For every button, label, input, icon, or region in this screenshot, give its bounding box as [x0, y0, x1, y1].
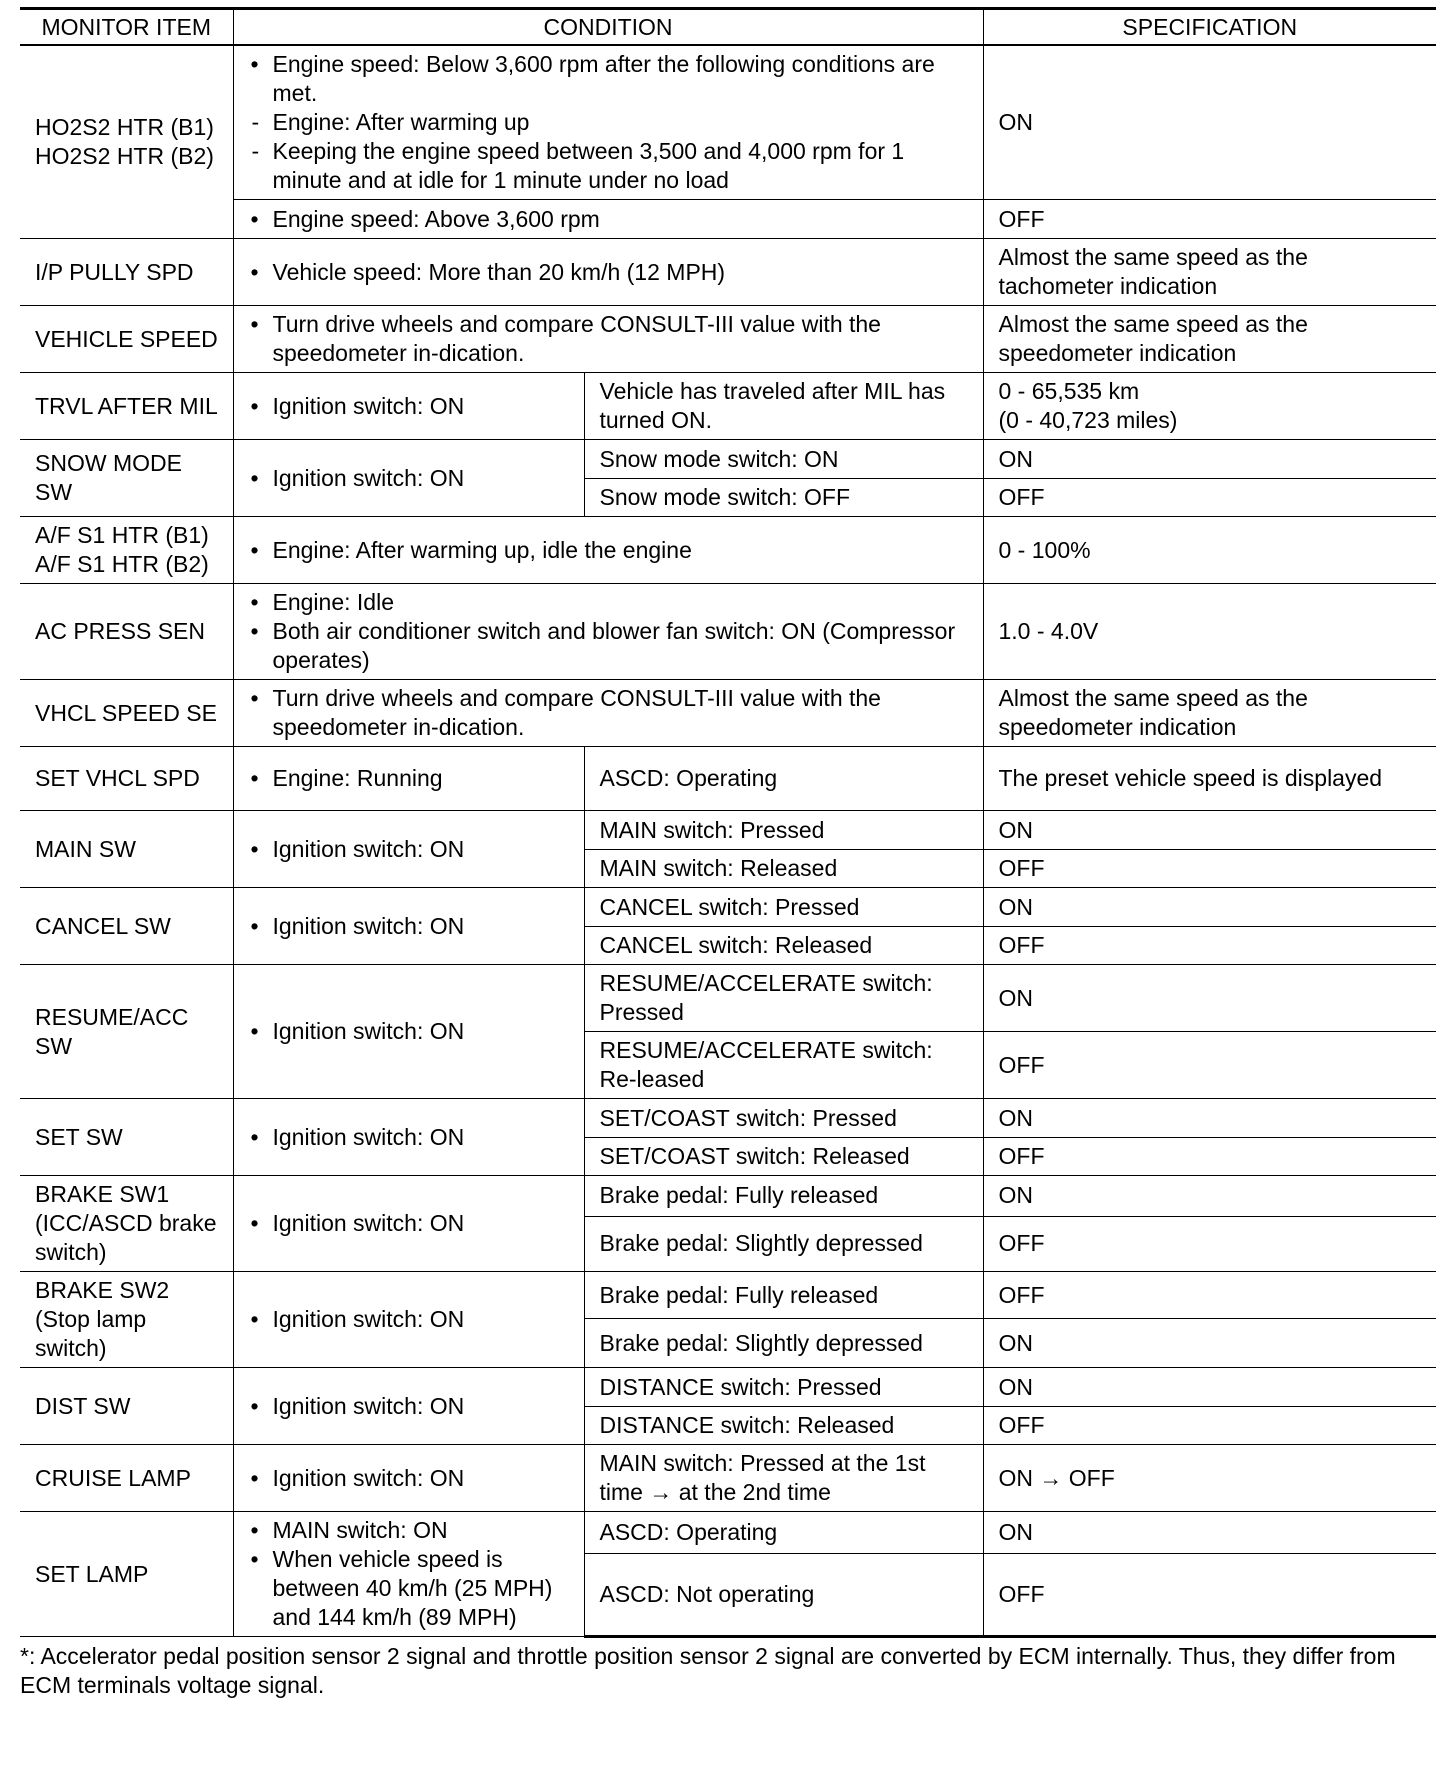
- spec-cell: Almost the same speed as the speedometer indication: [983, 306, 1436, 373]
- spec-cell: ON: [983, 1368, 1436, 1407]
- spec-cell: OFF: [983, 200, 1436, 239]
- sub-condition-cell: DISTANCE switch: Released: [584, 1407, 983, 1445]
- condition-cell: [233, 747, 584, 811]
- table-row: [20, 440, 1436, 479]
- condition-bullet: • Engine: After warming up, idle the engine: [249, 536, 973, 565]
- sub-condition-cell: MAIN switch: Released: [584, 850, 983, 888]
- condition-cell: [233, 888, 584, 965]
- table-row: [20, 200, 1436, 239]
- spec-cell: ON: [983, 811, 1436, 850]
- sub-condition-cell: CANCEL switch: Pressed: [584, 888, 983, 927]
- condition-cell: [233, 239, 983, 306]
- table-row: [20, 747, 1436, 811]
- spec-cell: OFF: [983, 1407, 1436, 1445]
- sub-condition-cell: Vehicle has traveled after MIL has turned ON.: [584, 373, 983, 440]
- sub-condition-cell: ASCD: Not operating: [584, 1553, 983, 1636]
- condition-cell: [233, 1512, 584, 1637]
- spec-line: (0 - 40,723 miles): [998, 407, 1178, 433]
- spec-cell: OFF: [983, 1216, 1436, 1271]
- spec-cell: ON: [983, 1512, 1436, 1554]
- monitor-item-cell: DIST SW: [20, 1368, 233, 1445]
- condition-cell: [233, 1272, 584, 1368]
- sub-condition-cell: Brake pedal: Fully released: [584, 1176, 983, 1217]
- condition-cell: [233, 200, 983, 239]
- condition-bullet: • When vehicle speed is between 40 km/h (25 MPH) and 144 km/h (89 MPH): [249, 1545, 574, 1632]
- condition-cell: [233, 45, 983, 200]
- sub-condition-cell: SET/COAST switch: Pressed: [584, 1099, 983, 1138]
- condition-bullet: • Engine speed: Above 3,600 rpm: [249, 205, 973, 234]
- spec-cell: OFF: [983, 1032, 1436, 1099]
- table-row: [20, 1272, 1436, 1319]
- spec-cell: ON: [983, 965, 1436, 1032]
- monitor-item-cell: AC PRESS SEN: [20, 584, 233, 680]
- condition-bullet: • MAIN switch: ON: [249, 1516, 574, 1545]
- spec-cell: OFF: [983, 1272, 1436, 1319]
- spec-cell: ON → OFF: [983, 1445, 1436, 1512]
- table-row: [20, 45, 1436, 200]
- sub-condition-cell: ASCD: Operating: [584, 1512, 983, 1554]
- sub-condition-cell: DISTANCE switch: Pressed: [584, 1368, 983, 1407]
- monitor-item-line: BRAKE SW2: [35, 1277, 170, 1303]
- spec-cell: The preset vehicle speed is displayed: [983, 747, 1436, 811]
- condition-bullet: • Engine: Idle: [249, 588, 973, 617]
- monitor-item-cell: [20, 45, 233, 239]
- sub-condition-cell: Snow mode switch: ON: [584, 440, 983, 479]
- condition-bullet: • Ignition switch: ON: [249, 912, 574, 941]
- condition-dash: - Keeping the engine speed between 3,500 and 4,000 rpm for 1 minute and at idle for 1 minute under no load: [249, 137, 973, 195]
- condition-cell: [233, 584, 983, 680]
- condition-bullet: • Ignition switch: ON: [249, 464, 574, 493]
- sub-condition-cell: ASCD: Operating: [584, 747, 983, 811]
- monitor-item-cell: SET VHCL SPD: [20, 747, 233, 811]
- condition-bullet: • Both air conditioner switch and blower fan switch: ON (Compressor operates): [249, 617, 973, 675]
- table-row: [20, 239, 1436, 306]
- spec-cell: ON: [983, 440, 1436, 479]
- sub-condition-cell: Brake pedal: Slightly depressed: [584, 1216, 983, 1271]
- condition-cell: [233, 440, 584, 517]
- condition-cell: [233, 1368, 584, 1445]
- header-condition: CONDITION: [233, 9, 983, 46]
- monitor-item-cell: CRUISE LAMP: [20, 1445, 233, 1512]
- monitor-item-line: A/F S1 HTR (B1): [35, 522, 209, 548]
- sub-condition-cell: CANCEL switch: Released: [584, 927, 983, 965]
- monitor-item-cell: BRAKE SW1 (ICC/ASCD brake switch): [20, 1176, 233, 1272]
- sub-condition-cell: Snow mode switch: OFF: [584, 479, 983, 517]
- table-row: [20, 517, 1436, 584]
- spec-line: 0 - 65,535 km: [998, 378, 1140, 404]
- condition-bullet: • Vehicle speed: More than 20 km/h (12 MPH): [249, 258, 973, 287]
- sub-condition-cell: Brake pedal: Fully released: [584, 1272, 983, 1319]
- condition-dash: - Engine: After warming up: [249, 108, 973, 137]
- condition-bullet: • Ignition switch: ON: [249, 1123, 574, 1152]
- monitor-item-line: HO2S2 HTR (B2): [35, 143, 214, 169]
- condition-bullet: • Engine speed: Below 3,600 rpm after the following conditions are met.: [249, 50, 973, 108]
- table-row: [20, 1445, 1436, 1512]
- monitor-table: [20, 7, 1436, 1638]
- monitor-item-cell: SET LAMP: [20, 1512, 233, 1637]
- header-monitor-item: MONITOR ITEM: [20, 9, 233, 46]
- monitor-item-line: A/F S1 HTR (B2): [35, 551, 209, 577]
- monitor-item-cell: SET SW: [20, 1099, 233, 1176]
- condition-bullet: • Engine: Running: [249, 764, 574, 793]
- monitor-item-cell: SNOW MODE SW: [20, 440, 233, 517]
- table-row: [20, 1368, 1436, 1407]
- monitor-item-cell: [20, 1272, 233, 1368]
- sub-condition-cell: RESUME/ACCELERATE switch: Pressed: [584, 965, 983, 1032]
- spec-cell: OFF: [983, 1553, 1436, 1636]
- monitor-item-cell: RESUME/ACC SW: [20, 965, 233, 1099]
- header-specification: SPECIFICATION: [983, 9, 1436, 46]
- sub-condition-cell: MAIN switch: Pressed at the 1st time → at the 2nd time: [584, 1445, 983, 1512]
- condition-cell: [233, 965, 584, 1099]
- table-row: [20, 306, 1436, 373]
- monitor-item-line: HO2S2 HTR (B1): [35, 114, 214, 140]
- table-row: [20, 584, 1436, 680]
- condition-cell: [233, 811, 584, 888]
- spec-cell: Almost the same speed as the tachometer indication: [983, 239, 1436, 306]
- condition-bullet: • Ignition switch: ON: [249, 1209, 574, 1238]
- monitor-item-cell: I/P PULLY SPD: [20, 239, 233, 306]
- spec-cell: [983, 373, 1436, 440]
- spec-cell: 1.0 - 4.0V: [983, 584, 1436, 680]
- spec-cell: Almost the same speed as the speedometer indication: [983, 680, 1436, 747]
- condition-bullet: • Ignition switch: ON: [249, 835, 574, 864]
- condition-bullet: • Ignition switch: ON: [249, 1305, 574, 1334]
- monitor-item-cell: TRVL AFTER MIL: [20, 373, 233, 440]
- spec-cell: ON: [983, 1099, 1436, 1138]
- condition-cell: [233, 1099, 584, 1176]
- sub-condition-cell: RESUME/ACCELERATE switch: Re-leased: [584, 1032, 983, 1099]
- spec-cell: ON: [983, 888, 1436, 927]
- sub-condition-cell: SET/COAST switch: Released: [584, 1138, 983, 1176]
- spec-cell: ON: [983, 45, 1436, 200]
- spec-cell: OFF: [983, 479, 1436, 517]
- monitor-item-line: (Stop lamp switch): [35, 1306, 147, 1361]
- condition-bullet: • Turn drive wheels and compare CONSULT-III value with the speedometer in-dication.: [249, 684, 973, 742]
- spec-cell: OFF: [983, 927, 1436, 965]
- table-row: [20, 888, 1436, 927]
- monitor-item-cell: VEHICLE SPEED: [20, 306, 233, 373]
- sub-condition-cell: MAIN switch: Pressed: [584, 811, 983, 850]
- table-row: [20, 373, 1436, 440]
- table-row: [20, 680, 1436, 747]
- spec-cell: ON: [983, 1176, 1436, 1217]
- spec-cell: OFF: [983, 1138, 1436, 1176]
- header-row: [20, 9, 1436, 46]
- table-row: [20, 1099, 1436, 1138]
- condition-bullet: • Ignition switch: ON: [249, 392, 574, 421]
- sub-condition-cell: Brake pedal: Slightly depressed: [584, 1319, 983, 1368]
- condition-cell: [233, 517, 983, 584]
- condition-cell: [233, 373, 584, 440]
- spec-cell: ON: [983, 1319, 1436, 1368]
- table-row: [20, 1176, 1436, 1217]
- condition-cell: [233, 1176, 584, 1272]
- condition-cell: [233, 680, 983, 747]
- monitor-item-cell: VHCL SPEED SE: [20, 680, 233, 747]
- monitor-item-cell: [20, 517, 233, 584]
- condition-bullet: • Ignition switch: ON: [249, 1464, 574, 1493]
- table-row: [20, 811, 1436, 850]
- footnote: *: Accelerator pedal position sensor 2 signal and throttle position sensor 2 signal are converted by ECM internally. Thus, they differ from ECM terminals voltage signal.: [20, 1643, 1396, 1698]
- condition-cell: [233, 306, 983, 373]
- spec-cell: 0 - 100%: [983, 517, 1436, 584]
- spec-cell: OFF: [983, 850, 1436, 888]
- table-row: [20, 965, 1436, 1032]
- monitor-item-cell: CANCEL SW: [20, 888, 233, 965]
- condition-bullet: • Ignition switch: ON: [249, 1392, 574, 1421]
- condition-bullet: • Ignition switch: ON: [249, 1017, 574, 1046]
- condition-cell: [233, 1445, 584, 1512]
- document-sheet: [20, 7, 1436, 1700]
- table-row: [20, 1512, 1436, 1554]
- condition-bullet: • Turn drive wheels and compare CONSULT-III value with the speedometer in-dication.: [249, 310, 973, 368]
- monitor-item-cell: MAIN SW: [20, 811, 233, 888]
